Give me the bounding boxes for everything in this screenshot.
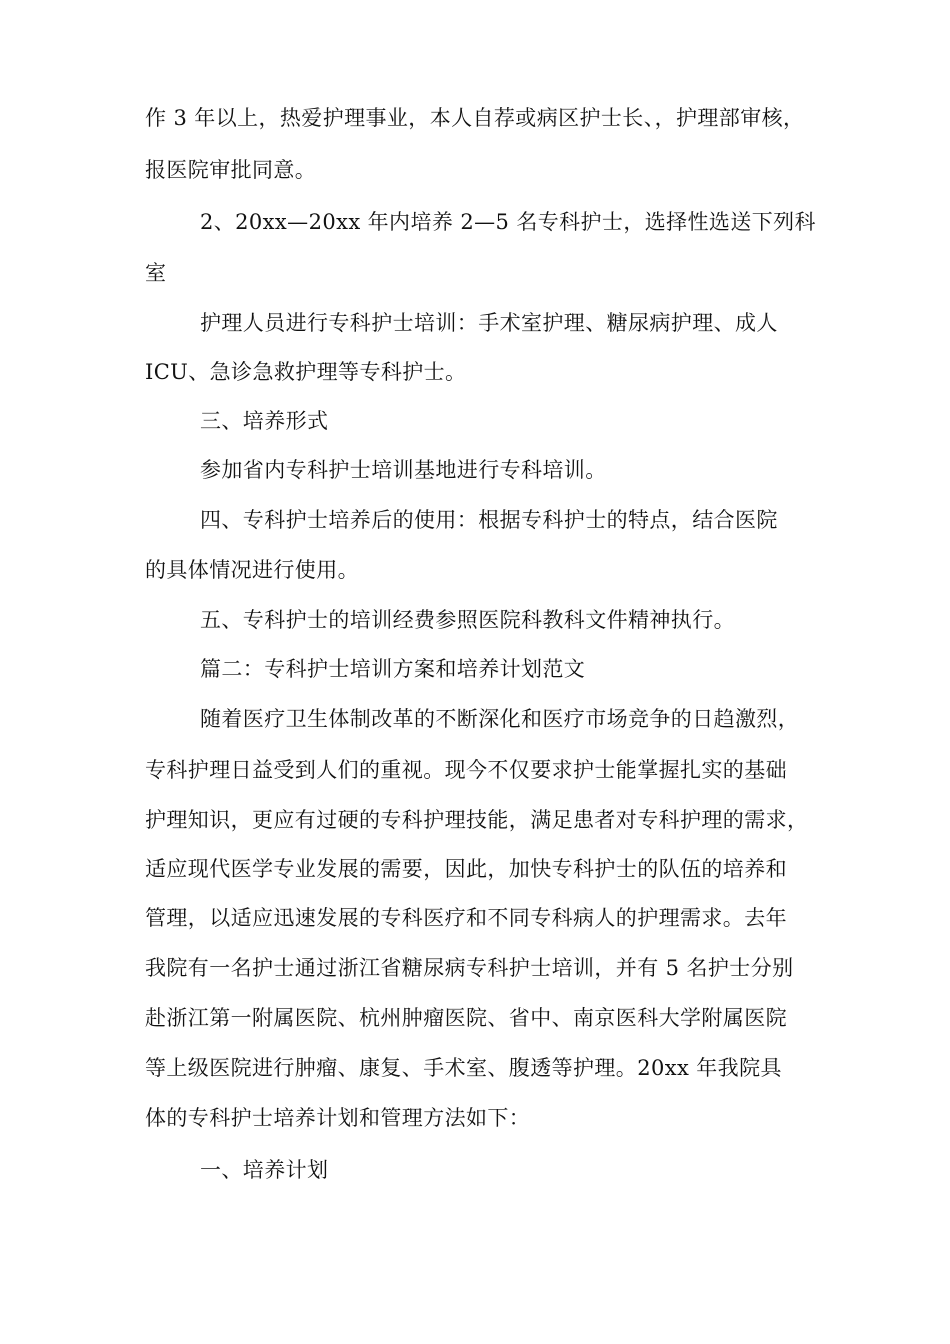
text-line: 2、20xx—20xx 年内培养 2—5 名专科护士，选择性选送下列科 <box>200 210 816 234</box>
text-line: 的具体情况进行使用。 <box>145 558 359 582</box>
text-line: 我院有一名护士通过浙江省糖尿病专科护士培训，并有 5 名护士分别 <box>145 956 794 980</box>
text-line: 作 3 年以上，热爱护理事业，本人自荐或病区护士长、，护理部审核， <box>145 106 805 130</box>
text-line: 报医院审批同意。 <box>145 158 317 182</box>
text-line: 随着医疗卫生体制改革的不断深化和医疗市场竞争的日趋激烈， <box>200 707 800 731</box>
text-line: ICU、急诊急救护理等专科护士。 <box>145 360 467 384</box>
section-heading: 篇二：专科护士培训方案和培养计划范文 <box>200 657 586 681</box>
text-line: 护理人员进行专科护士培训：手术室护理、糖尿病护理、成人 <box>200 311 778 335</box>
text-line: 赴浙江第一附属医院、杭州肿瘤医院、省中、南京医科大学附属医院 <box>145 1006 787 1030</box>
text-line: 体的专科护士培养计划和管理方法如下： <box>145 1106 531 1130</box>
section-heading: 三、培养形式 <box>200 409 329 433</box>
text-line: 四、专科护士培养后的使用：根据专科护士的特点，结合医院 <box>200 508 778 532</box>
text-line: 等上级医院进行肿瘤、康复、手术室、腹透等护理。20xx 年我院具 <box>145 1056 782 1080</box>
text-line: 参加省内专科护士培训基地进行专科培训。 <box>200 458 607 482</box>
section-heading: 一、培养计划 <box>200 1158 329 1182</box>
text-line: 专科护理日益受到人们的重视。现今不仅要求护士能掌握扎实的基础 <box>145 758 787 782</box>
text-line: 护理知识，更应有过硬的专科护理技能，满足患者对专科护理的需求， <box>145 808 809 832</box>
text-line: 管理，以适应迅速发展的专科医疗和不同专科病人的护理需求。去年 <box>145 906 787 930</box>
text-line: 适应现代医学专业发展的需要，因此，加快专科护士的队伍的培养和 <box>145 857 787 881</box>
text-line: 室 <box>145 261 167 285</box>
text-line: 五、专科护士的培训经费参照医院科教科文件精神执行。 <box>200 608 735 632</box>
